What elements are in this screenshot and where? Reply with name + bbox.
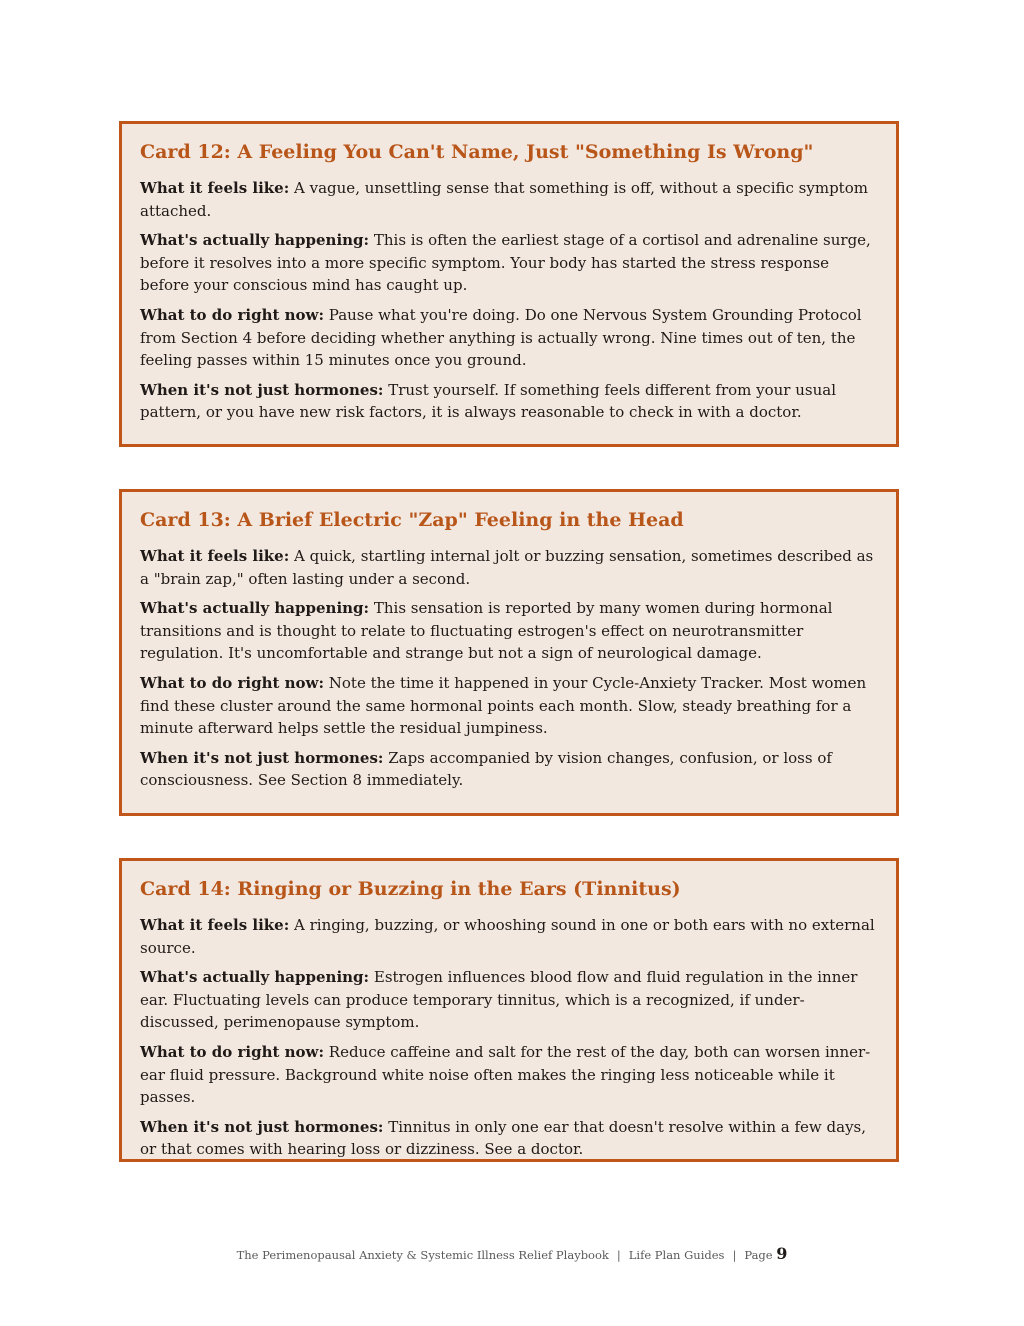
section-label: When it's not just hormones: (140, 1117, 384, 1136)
section-text: A vague, unsettling sense that something is off, without a specific symptom attached. (140, 179, 868, 220)
footer-page-label: Page (744, 1248, 773, 1262)
section-text: Reduce caffeine and salt for the rest of the day, both can worsen inner-ear fluid pressure. Background white noise often makes the ringing less noticeable while it passes. (140, 1042, 871, 1107)
card-section-what-to-do (140, 304, 876, 372)
section-label: What's actually happening: (140, 231, 370, 250)
card-section-what-to-do (140, 1041, 876, 1109)
card-section-not-hormones (140, 379, 876, 424)
footer-separator: | (616, 1248, 621, 1262)
card-title: Card 12: A Feeling You Can't Name, Just "Something Is Wrong" (140, 141, 814, 163)
symptom-card-13 (119, 489, 899, 816)
section-label: What's actually happening: (140, 968, 370, 987)
section-text: A ringing, buzzing, or whooshing sound in one or both ears with no external source. (140, 916, 875, 957)
card-section-happening (140, 966, 876, 1034)
card-title: Card 14: Ringing or Buzzing in the Ears (Tinnitus) (140, 878, 681, 900)
section-label: When it's not just hormones: (140, 748, 384, 767)
section-text: Zaps accompanied by vision changes, confusion, or loss of consciousness. See Section 8 immediately. (140, 748, 832, 790)
section-label: When it's not just hormones: (140, 380, 384, 399)
card-title: Card 13: A Brief Electric "Zap" Feeling in the Head (140, 509, 684, 531)
section-text: Tinnitus in only one ear that doesn't resolve within a few days, or that comes with hearing loss or dizziness. See a doctor. (140, 1117, 867, 1159)
section-text: Trust yourself. If something feels different from your usual pattern, or you have new risk factors, it is always reasonable to check in with a doctor. (140, 380, 836, 422)
card-section-what-to-do (140, 672, 876, 740)
section-label: What to do right now: (140, 673, 324, 692)
section-label: What to do right now: (140, 305, 324, 324)
section-text: This is often the earliest stage of a cortisol and adrenaline surge, before it resolves into a more specific symptom. Your body has started the stress response before your conscious mind has caught up. (140, 231, 871, 295)
card-section-happening (140, 229, 876, 297)
section-label: What it feels like: (140, 179, 290, 197)
section-label: What to do right now: (140, 1042, 324, 1061)
footer-separator: | (732, 1248, 737, 1262)
card-section-not-hormones (140, 1116, 876, 1161)
card-section-happening (140, 597, 876, 665)
section-text: This sensation is reported by many women during hormonal transitions and is thought to relate to fluctuating estrogen's effect on neurotransmitter regulation. It's uncomfortable and strange but not a sign of neurological damage. (140, 599, 833, 663)
section-label: What it feels like: (140, 916, 290, 934)
card-section-feels-like (140, 545, 876, 590)
page-footer (0, 1243, 1024, 1266)
section-label: What it feels like: (140, 547, 290, 565)
footer-page-number: 9 (776, 1244, 788, 1263)
card-section-not-hormones (140, 747, 876, 792)
card-section-feels-like (140, 177, 876, 222)
section-label: What's actually happening: (140, 599, 370, 618)
section-text: A quick, startling internal jolt or buzzing sensation, sometimes described as a "brain zap," often lasting under a second. (140, 547, 874, 588)
footer-publisher: Life Plan Guides (628, 1248, 725, 1262)
symptom-card-12 (119, 121, 899, 447)
section-text: Note the time it happened in your Cycle-Anxiety Tracker. Most women find these cluster around the same hormonal points each month. Slow, steady breathing for a minute afterward helps settle the residual jumpiness. (140, 673, 867, 738)
card-section-feels-like (140, 914, 876, 959)
section-text: Pause what you're doing. Do one Nervous System Grounding Protocol from Section 4 before deciding whether anything is actually wrong. Nine times out of ten, the feeling passes within 15 minutes once you ground. (140, 305, 862, 370)
footer-book-title: The Perimenopausal Anxiety & Systemic Illness Relief Playbook (236, 1248, 609, 1262)
symptom-card-14 (119, 858, 899, 1162)
section-text: Estrogen influences blood flow and fluid regulation in the inner ear. Fluctuating levels can produce temporary tinnitus, which is a recognized, if under-discussed, perimenopause symptom. (140, 968, 858, 1032)
